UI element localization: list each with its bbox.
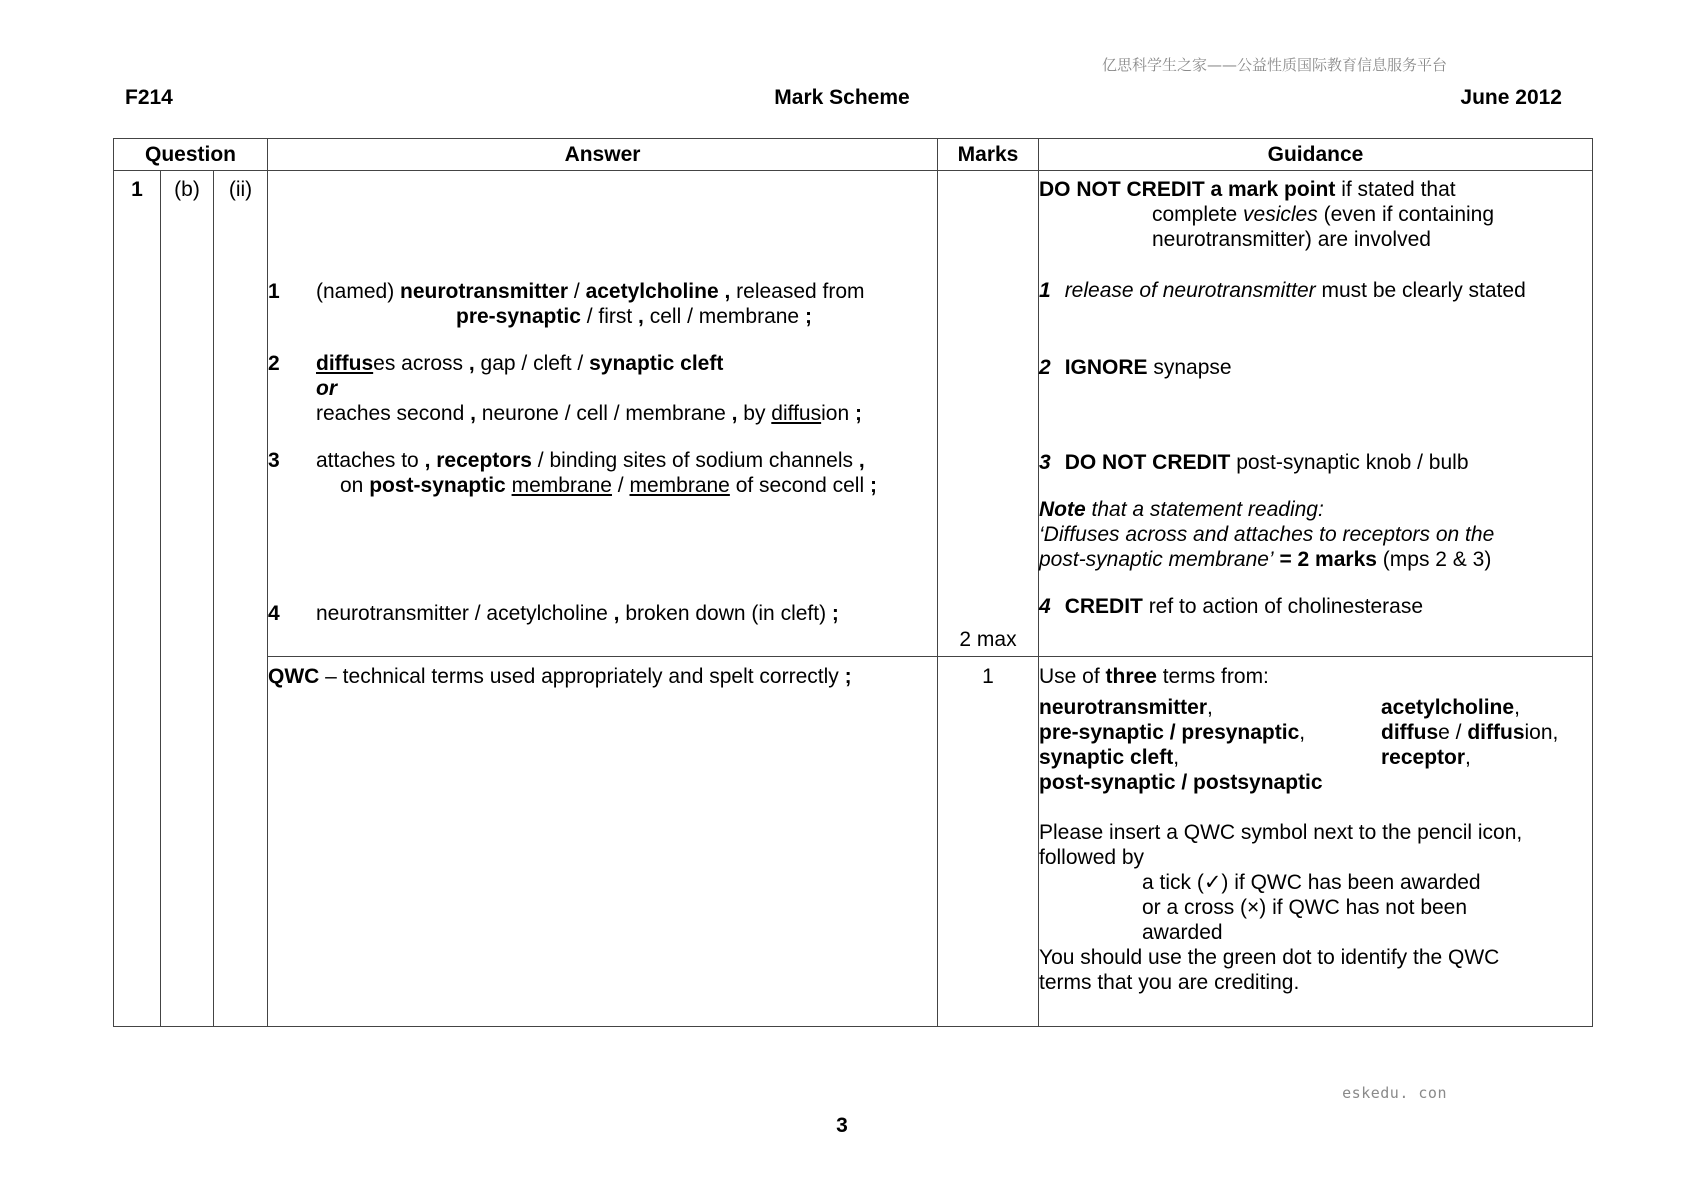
question-number: 1 xyxy=(114,171,161,1027)
mark-point-2: 2 diffuses across , gap / cleft / synaptic cleft or reaches second , neurone / cell / membrane , by diffusion ; xyxy=(268,352,862,425)
answer-cell xyxy=(268,171,938,657)
qwc-answer-cell: QWC – technical terms used appropriately and spelt correctly ; xyxy=(268,657,938,1027)
table-row xyxy=(114,657,1593,1027)
marks-value: 2 max xyxy=(959,628,1017,651)
marks-value: 1 xyxy=(982,665,994,688)
point-number: 2 xyxy=(268,352,280,375)
paper-code: F214 xyxy=(125,86,173,109)
table-header-row xyxy=(114,139,1593,171)
guidance-point-2: 2 IGNORE synapse xyxy=(1039,356,1232,379)
page-title: Mark Scheme xyxy=(774,86,910,109)
guidance-point-1: 1 release of neurotransmitter must be clearly stated xyxy=(1039,279,1526,302)
guidance-no-credit: DO NOT CREDIT a mark point if stated that complete vesicles (even if containing neurotransmitter) are involved xyxy=(1039,178,1495,251)
mark-point-4: 4 neurotransmitter / acetylcholine , broken down (in cleft) ; xyxy=(268,602,839,625)
qwc-instructions: Please insert a QWC symbol next to the pencil icon, followed by a tick (✓) if QWC has been awarded or a cross (×) if QWC has not been awarded You should use the green dot to identify the QWC terms that you are crediting. xyxy=(1039,821,1523,994)
qwc-marks-cell xyxy=(938,657,1039,1027)
marks-cell xyxy=(938,171,1039,657)
page-number: 3 xyxy=(836,1114,848,1137)
mark-point-1: 1 (named) neurotransmitter / acetylcholine , released from pre-synaptic / first , cell / membrane ; xyxy=(268,280,865,328)
guidance-note: Note that a statement reading: ‘Diffuses across and attaches to receptors on the post-synaptic membrane’ = 2 marks (mps 2 & 3) xyxy=(1039,498,1495,571)
guidance-point-3: 3 DO NOT CREDIT post-synaptic knob / bulb xyxy=(1039,451,1469,474)
point-number: 1 xyxy=(268,280,280,303)
mark-scheme-table xyxy=(113,138,1593,1027)
marks-header: Marks xyxy=(938,139,1039,171)
guidance-cell xyxy=(1039,171,1593,657)
question-header: Question xyxy=(114,139,268,171)
watermark-top: 亿思科学生之家——公益性质国际教育信息服务平台 xyxy=(1101,56,1447,74)
question-part: (b) xyxy=(161,171,214,1027)
qwc-terms-list: neurotransmitter, acetylcholine, pre-synaptic / presynaptic, diffuse / diffusion, synaptic cleft, receptor, post-synaptic / postsynaptic xyxy=(1039,696,1559,794)
guidance-header: Guidance xyxy=(1039,139,1593,171)
qwc-guidance-cell: Use of three terms from: neurotransmitter, acetylcholine, pre-synaptic / presynaptic, diffuse / diffusion, synaptic cleft, receptor, post-synaptic / postsynaptic Please insert a QWC symbol next to the pencil icon, followed by a tick (✓) if QWC has been awarded or a cross (×) if QWC has not been awarded You should use the green dot to identify the QWC terms that you are crediting. xyxy=(1039,657,1593,1027)
point-number: 3 xyxy=(268,449,280,472)
exam-date: June 2012 xyxy=(1460,86,1562,109)
mark-point-3: 3 attaches to , receptors / binding sites of sodium channels , on post-synaptic membrane / membrane of second cell ; xyxy=(268,449,877,497)
answer-header: Answer xyxy=(268,139,938,171)
point-number: 4 xyxy=(268,602,280,625)
question-subpart: (ii) xyxy=(214,171,268,1027)
guidance-point-4: 4 CREDIT ref to action of cholinesterase xyxy=(1039,595,1424,618)
table-row xyxy=(114,171,1593,657)
watermark-bottom: eskedu. con xyxy=(1342,1084,1447,1102)
